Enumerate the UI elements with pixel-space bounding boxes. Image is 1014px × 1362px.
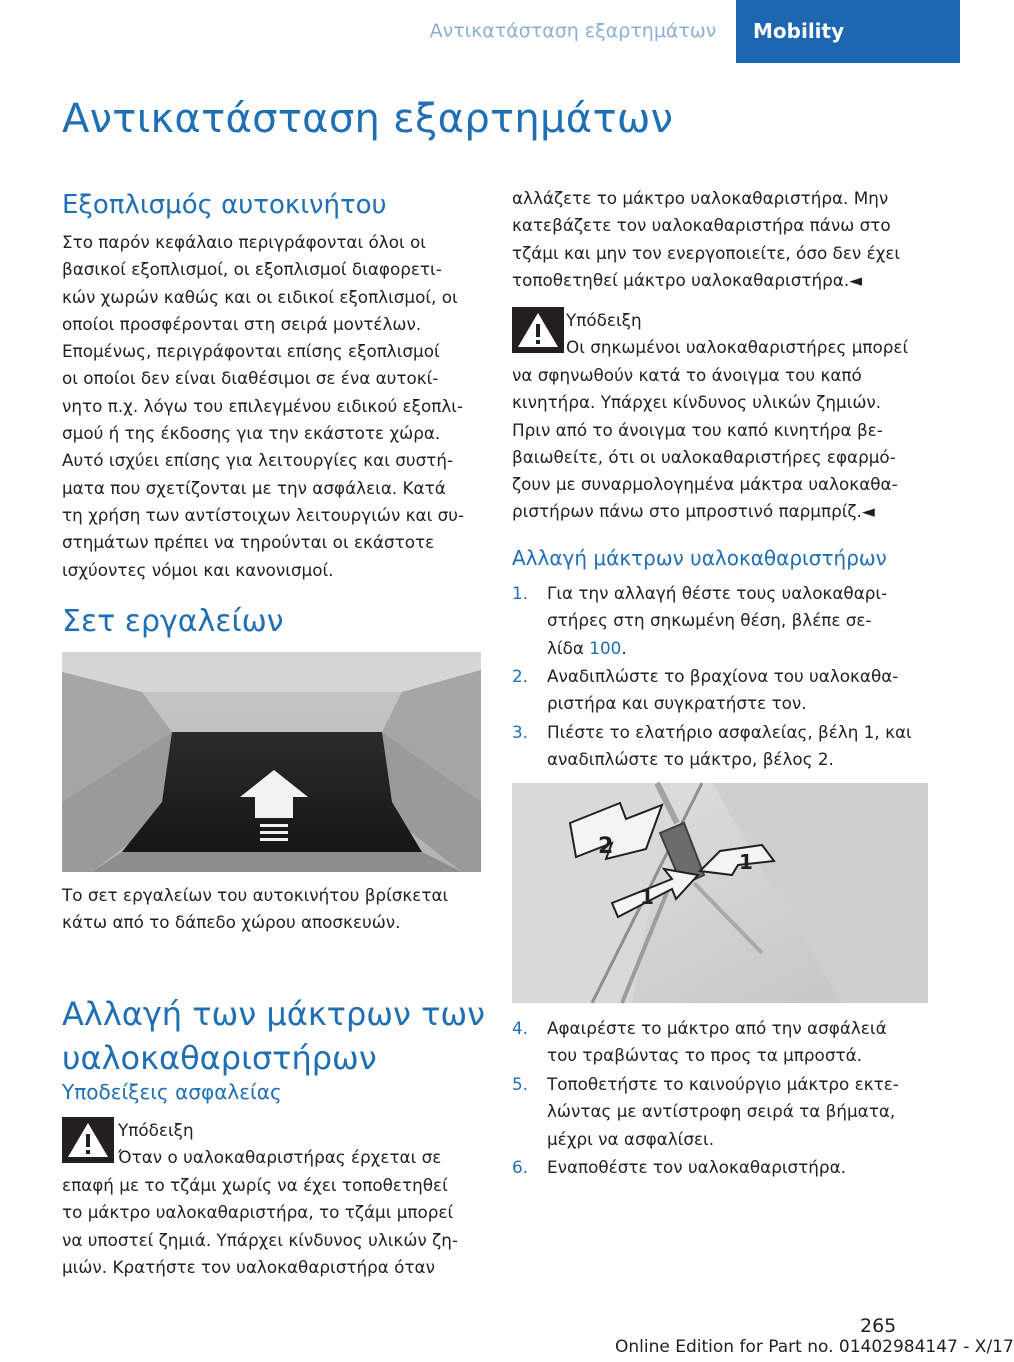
toolkit-heading: Σετ εργαλείων xyxy=(62,604,284,639)
equipment-line: βασικοί εξοπλισμοί, οι εξοπλισμοί διαφορετι‐ xyxy=(62,259,442,280)
note-line: Πριν από το άνοιγμα του καπό κινητήρα βε‐ xyxy=(512,419,883,440)
note-line: επαφή με το τζάμι χωρίς να έχει τοποθετηθεί xyxy=(62,1175,448,1195)
note-line: βαιωθείτε, ότι οι υαλοκαθαριστήρες εφαρμό‐ xyxy=(512,446,896,467)
step-text xyxy=(547,1071,899,1153)
step-number: 1. xyxy=(512,583,529,603)
chapter-tab: Mobility xyxy=(736,0,960,63)
step-number: 2. xyxy=(512,666,529,686)
equipment-heading: Εξοπλισμός αυτοκινήτου xyxy=(62,190,387,220)
warning-triangle-icon xyxy=(62,1117,114,1167)
step-line: Τοποθετήστε το καινούργιο μάκτρο εκτε‐ xyxy=(547,1074,899,1094)
step-text xyxy=(547,663,898,718)
note-line: να υποστεί ζημιά. Υπάρχει κίνδυνος υλικών ζη‐ xyxy=(62,1229,458,1250)
note-line: το μάκτρο υαλοκαθαριστήρα, το τζάμι μπορεί xyxy=(62,1202,454,1223)
note-line: τοποθετηθεί μάκτρο υαλοκαθαριστήρα.◄ xyxy=(512,269,863,290)
step-line: ριστήρα και συγκρατήστε τον. xyxy=(547,693,807,714)
change-blades-heading: Αλλαγή μάκτρων υαλοκαθαριστήρων xyxy=(512,546,887,570)
step-number: 5. xyxy=(512,1074,529,1094)
equipment-line: κών χωρών καθώς και οι ειδικοί εξοπλισμοί, οι xyxy=(62,286,458,307)
step-line: Για την αλλαγή θέστε τους υαλοκαθαρι‐ xyxy=(547,583,888,603)
step-line: στήρες στη σηκωμένη θέση, βλέπε σε‐ xyxy=(547,610,872,631)
equipment-line: Επομένως, περιγράφονται επίσης εξοπλισμοί xyxy=(62,341,440,362)
diagram-label: 1 xyxy=(739,850,753,874)
equipment-line: στημάτων πρέπει να τηρούνται οι εκάστοτε xyxy=(62,532,435,553)
equipment-line: νητο π.χ. λόγω του επιλεγμένου ειδικού εξοπλι‐ xyxy=(62,395,464,416)
equipment-line: οι οποίοι δεν είναι διαθέσιμοι σε ένα αυτοκί‐ xyxy=(62,368,439,389)
step-text xyxy=(547,1015,887,1070)
trunk-floor-illustration xyxy=(62,652,481,872)
note-line: τζάμι και μην τον ενεργοποιείτε, όσο δεν έχει xyxy=(512,242,901,263)
note1-body xyxy=(62,1172,458,1281)
wipers-heading-line: Αλλαγή των μάκτρων των xyxy=(62,995,486,1033)
wiper-blade-diagram xyxy=(512,783,928,1003)
note-label: Υπόδειξη xyxy=(566,310,642,330)
equipment-paragraph xyxy=(62,229,464,584)
note2-body xyxy=(512,362,898,526)
caption-line: κάτω από το δάπεδο χώρου αποσκευών. xyxy=(62,912,401,933)
note-line: Όταν ο υαλοκαθαριστήρας έρχεται σε xyxy=(118,1147,442,1168)
step-line: λώντας με αντίστροφη σειρά τα βήματα, xyxy=(547,1101,896,1122)
equipment-line: τη χρήση των αντίστοιχων λειτουργιών και συ‐ xyxy=(62,504,465,525)
caption-line: Το σετ εργαλείων του αυτοκινήτου βρίσκεται xyxy=(62,885,449,905)
step-line: Εναποθέστε τον υαλοκαθαριστήρα. xyxy=(547,1157,846,1177)
page-number: 265 xyxy=(860,1315,897,1337)
safety-heading: Υποδείξεις ασφαλείας xyxy=(62,1080,282,1104)
step-text xyxy=(547,719,912,774)
page-reference-link[interactable]: 100 xyxy=(589,637,622,658)
edition-footer: Online Edition for Part no. 01402984147 - X/17 xyxy=(615,1337,1014,1357)
equipment-line: ματα που σχετίζονται με την ασφάλεια. Κατά xyxy=(62,477,446,498)
note-line: ζουν με συναρμολογημένα μάκτρα υαλοκαθα‐ xyxy=(512,474,898,495)
equipment-line: Αυτό ισχύει επίσης για λειτουργίες και συστή‐ xyxy=(62,450,454,471)
note-line: αλλάζετε το μάκτρο υαλοκαθαριστήρα. Μην xyxy=(512,188,889,208)
step-line-text: λίδα xyxy=(547,637,590,658)
step-text xyxy=(547,580,887,662)
note-line: κατεβάζετε τον υαλοκαθαριστήρα πάνω στο xyxy=(512,215,891,236)
step-number: 6. xyxy=(512,1157,529,1177)
equipment-line: ισχύοντες νόμοι και κανονισμοί. xyxy=(62,559,334,580)
step-line: Αφαιρέστε το μάκτρο από την ασφάλειά xyxy=(547,1018,887,1038)
note-label: Υπόδειξη xyxy=(118,1120,194,1140)
note-line: Οι σηκωμένοι υαλοκαθαριστήρες μπορεί xyxy=(566,337,909,358)
step-text xyxy=(547,1154,846,1181)
step-line: μέχρι να ασφαλίσει. xyxy=(547,1128,715,1149)
warning-triangle-icon xyxy=(512,307,564,357)
equipment-line: Στο παρόν κεφάλαιο περιγράφονται όλοι οι xyxy=(62,232,426,252)
step-line: Πιέστε το ελατήριο ασφαλείας, βέλη 1, και xyxy=(547,722,912,742)
note1-continuation xyxy=(512,185,900,294)
note-line: να σφηνωθούν κατά το άνοιγμα του καπό xyxy=(512,365,862,385)
note-line: κινητήρα. Υπάρχει κίνδυνος υλικών ζημιών. xyxy=(512,392,882,413)
page-title: Αντικατάσταση εξαρτημάτων xyxy=(62,96,674,142)
step-number: 4. xyxy=(512,1018,529,1038)
step-line: αναδιπλώστε το μάκτρο, βέλος 2. xyxy=(547,749,834,770)
step-line xyxy=(547,635,887,662)
equipment-line: οποίοι προσφέρονται στη σειρά μοντέλων. xyxy=(62,313,422,334)
wipers-heading xyxy=(62,992,485,1080)
wipers-heading-line: υαλοκαθαριστήρων xyxy=(62,1039,377,1077)
diagram-label: 1 xyxy=(640,885,654,909)
step-line: Αναδιπλώστε το βραχίονα του υαλοκαθα‐ xyxy=(547,666,899,686)
step-number: 3. xyxy=(512,722,529,742)
trunk-floor-image xyxy=(62,652,481,872)
toolkit-caption xyxy=(62,882,448,937)
note-line: ριστήρων πάνω στο μπροστινό παρμπρίζ.◄ xyxy=(512,501,875,522)
step-line: του τραβώντας το προς τα μπροστά. xyxy=(547,1045,862,1066)
note2-top xyxy=(566,307,908,362)
running-header-section: Αντικατάσταση εξαρτημάτων xyxy=(410,0,736,63)
note-line: μιών. Κρατήστε τον υαλοκαθαριστήρα όταν xyxy=(62,1256,435,1277)
diagram-label: 2 xyxy=(598,834,614,859)
wiper-illustration xyxy=(512,783,928,1003)
equipment-line: σμού ή της έκδοσης για την εκάστοτε χώρα. xyxy=(62,423,441,444)
note1-top xyxy=(118,1117,441,1172)
step-line-end: . xyxy=(621,637,627,658)
